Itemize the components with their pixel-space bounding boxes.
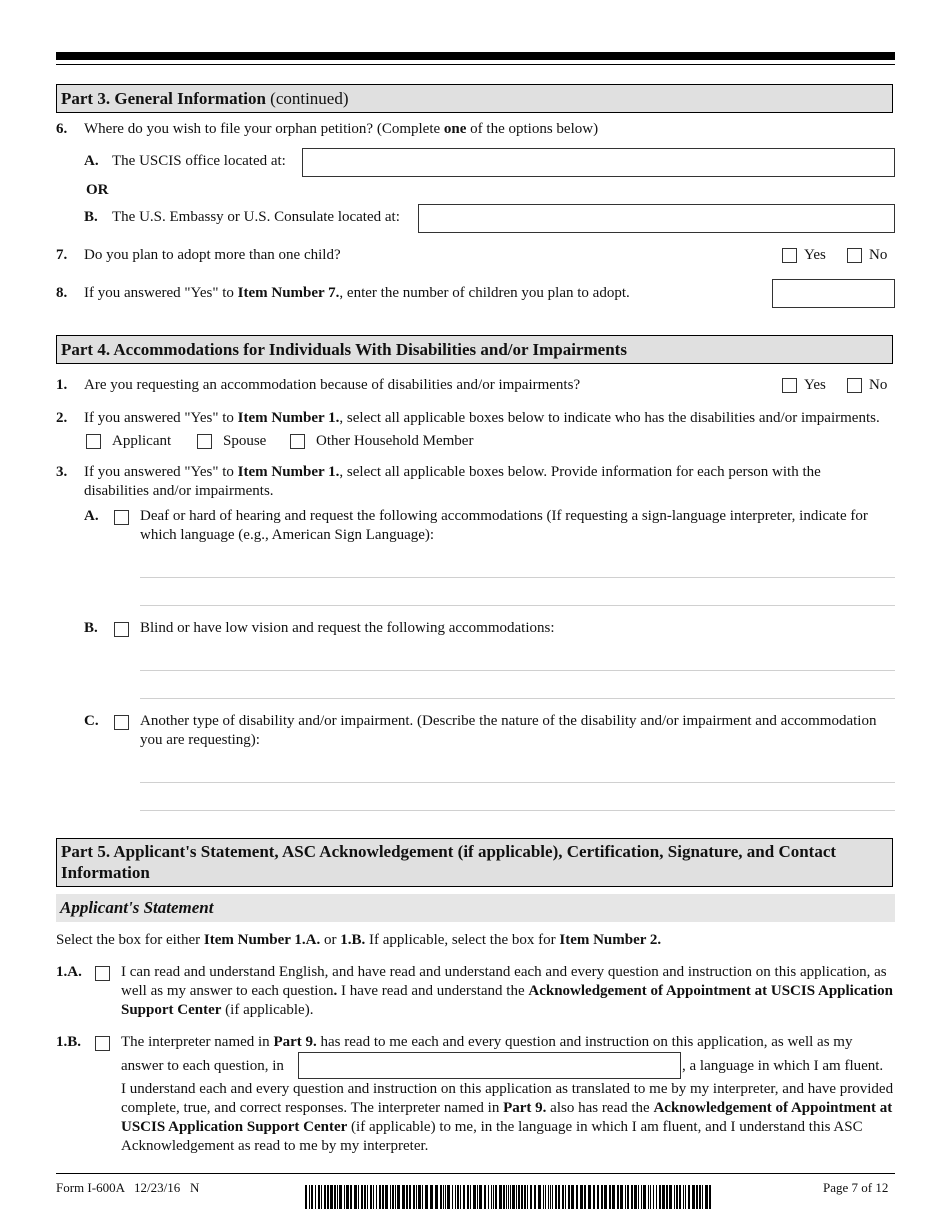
item-1b-number: 1.B. [56,1034,82,1050]
part3-title-suffix: (continued) [265,89,349,108]
p4q3c-letter: C. [84,713,99,729]
p4q1-no-label: No [869,377,888,393]
item-1a-number: 1.A. [56,964,82,980]
other-disability-checkbox[interactable] [114,715,129,730]
q7-no-label: No [869,247,888,263]
other-accommodation-line-2[interactable] [140,810,895,811]
q7-number: 7. [56,247,68,263]
part4-header: Part 4. Accommodations for Individuals With Disabilities and/or Impairments [56,335,893,364]
q6a-letter: A. [84,153,99,169]
q8-number: 8. [56,285,68,301]
part3-title: Part 3. General Information [61,89,266,108]
spouse-checkbox[interactable] [197,434,212,449]
p4q2-text: If you answered "Yes" to Item Number 1., select all applicable boxes below to indicate who has the disabilities and/or impairments. [84,410,880,426]
q6-number: 6. [56,121,68,137]
p4q1-number: 1. [56,377,68,393]
p4q3-number: 3. [56,464,68,480]
blind-accommodation-line-1[interactable] [140,670,895,671]
q8-text: If you answered "Yes" to Item Number 7., enter the number of children you plan to adopt. [84,285,630,301]
interpreter-checkbox[interactable] [95,1036,110,1051]
part3-header [56,84,893,113]
interpreter-text-line2-post: , a language in which I am fluent. [682,1058,884,1074]
number-of-children-input[interactable] [772,279,895,308]
spouse-label: Spouse [223,433,267,449]
applicant-checkbox[interactable] [86,434,101,449]
q6a-label: The USCIS office located at: [112,153,286,169]
p4q1-no-checkbox[interactable] [847,378,862,393]
interpreter-paragraph: I understand each and every question and instruction on this application as translated to me by my interpreter, and have provided complete, true, and correct responses. The interpreter named in Part 9. also has read the Acknowledgement of Appointment at USCIS Application Support Center (if applicable) to me, in the language in which I am fluent, and I understand this ASC Acknowledgement as read to me by my interpreter. [121,1081,894,1154]
other-household-member-checkbox[interactable] [290,434,305,449]
barcode-stripe [711,1185,712,1209]
other-household-member-label: Other Household Member [316,433,474,449]
embassy-consulate-input[interactable] [418,204,895,233]
blind-accommodation-line-2[interactable] [140,698,895,699]
q7-no-checkbox[interactable] [847,248,862,263]
p4q1-text: Are you requesting an accommodation because of disabilities and/or impairments? [84,377,581,393]
other-disability-text: Another type of disability and/or impairment. (Describe the nature of the disability and/or impairment and accommodation you are requesting): [140,713,877,748]
p4q3-text: If you answered "Yes" to Item Number 1., select all applicable boxes below. Provide information for each person with the disabilities and/or impairments. [84,464,821,499]
read-english-checkbox[interactable] [95,966,110,981]
part5-header: Part 5. Applicant's Statement, ASC Acknowledgement (if applicable), Certification, Signature, and Contact Information [56,838,893,887]
top-rule-thin [56,64,895,65]
deaf-hard-of-hearing-text: Deaf or hard of hearing and request the following accommodations (If requesting a sign-language interpreter, indicate for which language (e.g., American Sign Language): [140,508,868,543]
form-id: Form I-600A 12/23/16 N [56,1180,200,1195]
top-rule-thick [56,52,895,60]
p4q3a-letter: A. [84,508,99,524]
fluent-language-input[interactable] [298,1052,681,1079]
deaf-accommodation-line-2[interactable] [140,605,895,606]
blind-low-vision-checkbox[interactable] [114,622,129,637]
page-number: Page 7 of 12 [823,1180,889,1195]
interpreter-text-line2-pre: answer to each question, in [121,1058,284,1074]
p4q2-number: 2. [56,410,68,426]
applicant-label: Applicant [112,433,172,449]
q7-yes-checkbox[interactable] [782,248,797,263]
other-accommodation-line-1[interactable] [140,782,895,783]
deaf-accommodation-line-1[interactable] [140,577,895,578]
form-barcode [305,1185,712,1209]
read-english-text: I can read and understand English, and have read and understand each and every question and instruction on this application, as well as my answer to each question. I have read and understand the Acknowledgement of Appointment at USCIS Application Support Center (if applicable). [121,964,893,1018]
deaf-hard-of-hearing-checkbox[interactable] [114,510,129,525]
q7-yes-label: Yes [804,247,826,263]
blind-low-vision-text: Blind or have low vision and request the following accommodations: [140,620,555,636]
p4q1-yes-label: Yes [804,377,826,393]
or-label: OR [86,182,109,198]
interpreter-text-line1: The interpreter named in Part 9. has read to me each and every question and instruction on this application, as well as my [121,1034,853,1050]
part5-intro: Select the box for either Item Number 1.A. or 1.B. If applicable, select the box for Item Number 2. [56,932,662,948]
p4q1-yes-checkbox[interactable] [782,378,797,393]
p4q3b-letter: B. [84,620,98,636]
q6b-letter: B. [84,209,98,225]
q6-text: Where do you wish to file your orphan petition? (Complete one of the options below) [84,121,599,137]
q7-text: Do you plan to adopt more than one child? [84,247,341,263]
footer-rule [56,1173,895,1174]
q6b-label: The U.S. Embassy or U.S. Consulate located at: [112,209,400,225]
uscis-office-input[interactable] [302,148,895,177]
applicants-statement-header: Applicant's Statement [56,894,895,922]
